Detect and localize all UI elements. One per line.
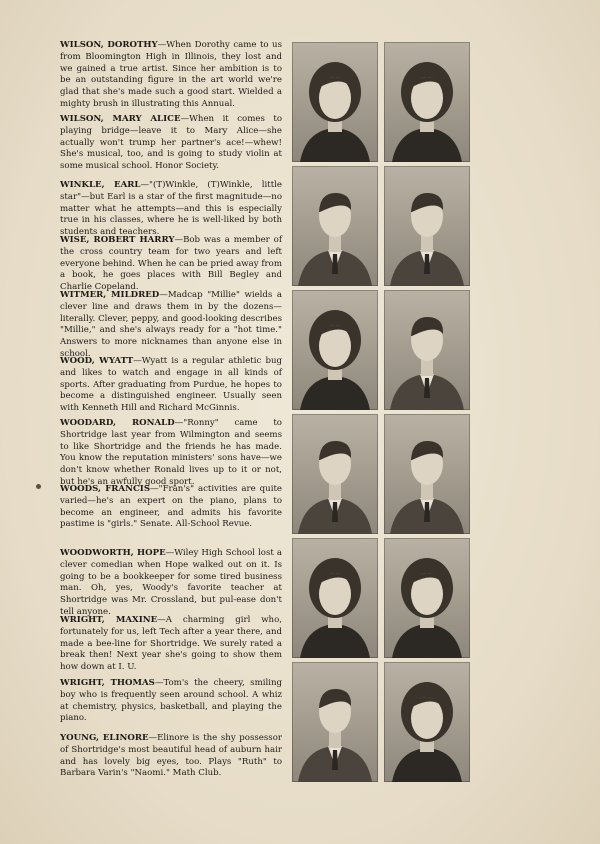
bio-text: —Elinore is the shy possessor of Shortridge's most beautiful head of auburn hair and has lovely big eyes, too. Plays "Ruth" to Barbara Varin's "Naomi." Math Club. [60,733,282,779]
bio-text: —Madcap "Millie" wields a clever line and draws them in by the dozens—literally. Clever, peppy, and good-looking describes "Millie," and she's always ready for a "hot time." Answers to more nicknames than anyone else in school. [60,290,282,359]
bio-name: WILSON, DOROTHY [60,40,158,50]
portrait-photo [292,166,378,286]
portrait-photo [384,290,470,410]
bio-name: WOOD, WYATT [60,356,134,366]
bio-name: WRIGHT, THOMAS [60,678,155,688]
bio-name: WILSON, MARY ALICE [60,114,181,124]
bio-entry [60,40,282,111]
portrait-man-figure [292,662,378,782]
bio-name: WOODS, FRANCIS [60,484,151,494]
punch-mark [36,484,41,489]
bio-entry [60,733,282,780]
bio-text: —A charming girl who, fortunately for us, left Tech after a year there, and made a bee-line for Shortridge. We surely rated a break then! Next year she's going to show them how down at I. U. [60,615,282,673]
portrait-woman-figure [292,290,378,410]
bio-name: WITMER, MILDRED [60,290,160,300]
portrait-photo [292,414,378,534]
bio-entry [60,484,282,531]
bio-name: WRIGHT, MAXINE [60,615,158,625]
portrait-photo [384,538,470,658]
bio-entry [60,290,282,361]
bio-text: —Tom's the cheery, smiling boy who is frequently seen around school. A whiz at chemistry, physics, basketball, and playing the piano. [60,678,283,724]
portrait-photo [292,290,378,410]
bio-name: WISE, ROBERT HARRY [60,235,175,245]
portrait-man-figure [292,414,378,534]
portrait-photo [384,166,470,286]
portrait-man-figure [384,290,470,410]
portrait-photo [292,42,378,162]
bio-name: YOUNG, ELINORE [60,733,149,743]
bio-entry [60,356,282,415]
portrait-woman-figure [292,538,378,658]
portrait-photo [384,662,470,782]
bio-entry [60,418,282,489]
portrait-woman-figure [384,538,470,658]
portrait-photo [292,662,378,782]
portrait-woman-figure [384,662,470,782]
bio-name: WOODWORTH, HOPE [60,548,166,558]
portrait-man-figure [384,414,470,534]
bio-text: —Bob was a member of the cross country team for two years and left everyone behind. When he can be pried away from a book, he goes places with Bill Begley and Charlie Copeland. [60,235,282,293]
bio-entry [60,678,282,725]
bio-text: —"(T)Winkle, (T)Winkle, little star"—but Earl is a star of the first magnitude—no matter what he attempts—and this is especially true in his classes, where he is well-liked by both students and teachers. [60,180,282,238]
bio-entry [60,548,282,619]
portrait-photo [384,414,470,534]
bio-text: —Wiley High School lost a clever comedian when Hope walked out on it. Is going to be a bookkeeper for some tired business man. Oh, yes, Woody's favorite teacher at Shortridge was Mr. Crossland, but pul-ease don't tell anyone. [60,548,282,617]
portrait-photo [292,538,378,658]
bio-name: WOODARD, RONALD [60,418,175,428]
bio-text: —When Dorothy came to us from Bloomington High in Illinois, they lost and we gained a true artist. Since her ambition is to be an outstanding figure in the art world we're glad that she's made such a good start. Wielded a mighty brush in illustrating this Annual. [60,40,282,109]
bio-text: —Wyatt is a regular athletic bug and likes to watch and engage in all kinds of sports. After graduating from Purdue, he hopes to become a distinguished engineer. Usually seen with Kenneth Hill and Richard McGinnis. [60,356,283,414]
portrait-woman-figure [384,42,470,162]
bio-name: WINKLE, EARL [60,180,141,190]
bio-entry [60,114,282,173]
portrait-man-figure [292,166,378,286]
portrait-woman-figure [292,42,378,162]
bio-entry [60,235,282,294]
portrait-man-figure [384,166,470,286]
bio-entry [60,615,282,674]
bio-entry [60,180,282,239]
bio-text: —"Ronny" came to Shortridge last year from Wilmington and seems to like Shortridge and the friends he has made. You know the reputation ministers' sons have—we don't know whether Ronald lives up to it or not, but he's an awfully good sport. [60,418,282,487]
bio-text: —When it comes to playing bridge—leave it to Mary Alice—she actually won't trump her partner's ace!—whew! She's musical, too, and is going to study violin at some musical school. Honor Society. [60,114,282,172]
portrait-photo [384,42,470,162]
bio-text: —"Fran's" activities are quite varied—he's an expert on the piano, plans to become an engineer, and admits his favorite pastime is "girls." Senate. All-School Revue. [60,484,282,530]
